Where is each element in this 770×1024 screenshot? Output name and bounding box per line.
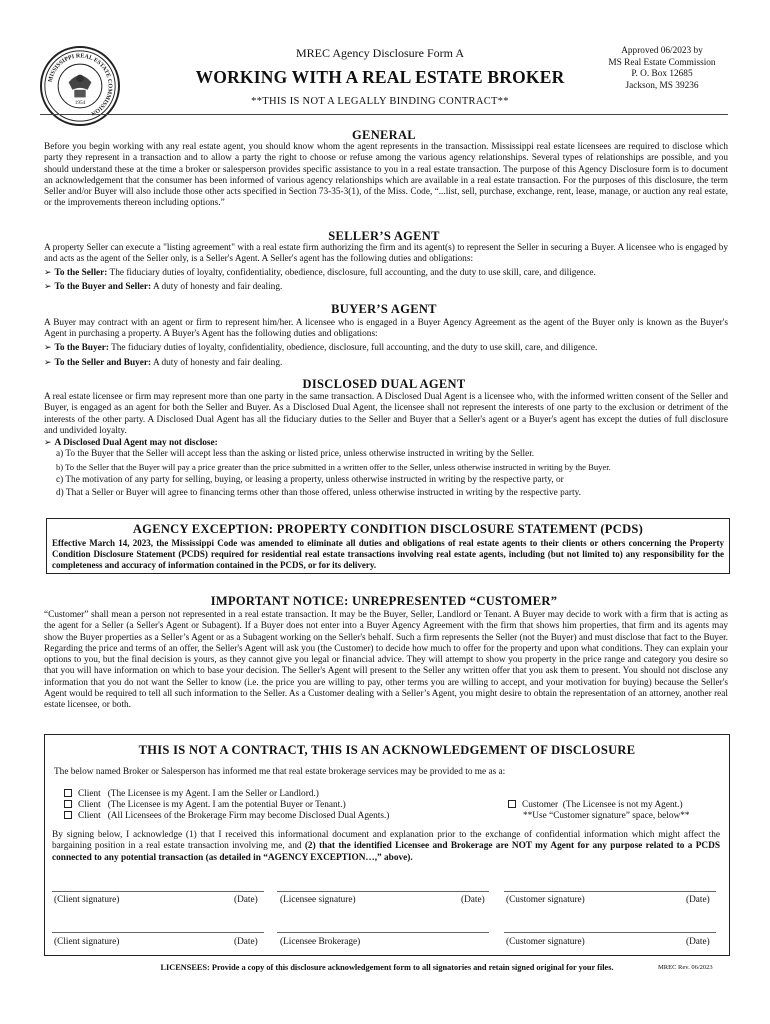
- general-heading: GENERAL: [352, 128, 416, 142]
- buyers-agent-duty-both: [44, 357, 734, 369]
- sellers-agent-heading: SELLER’S AGENT: [328, 229, 440, 243]
- sellers-agent-duty-seller: [44, 267, 734, 279]
- buyers-agent-heading: BUYER’S AGENT: [331, 302, 437, 316]
- client-signature-label: (Client signature): [54, 937, 120, 947]
- option-customer[interactable]: [508, 800, 728, 811]
- duty-text: The fiduciary duties of loyalty, confidentiality, obedience, disclosure, full accounting, and the duty to use skill, care, and diligence.: [108, 343, 598, 353]
- licensee-brokerage-line[interactable]: [277, 932, 489, 933]
- unrepresented-customer-text: “Customer” shall mean a person not represented in a real estate transaction. It may be the Buyer, Seller, Landlord or Tenant. A Buyer may decide to work with a firm that is acting as the agent for a Seller (a Seller's Agent or Subagent). If a Buyer does not enter into a Buyer Agency Agreement with the firm that shows him properties, that firm and its agents may show the Buyer properties as a Seller’s Agent or as a Subagent working on the Seller's behalf. Such a firm represents the Seller (not the Buyer) and must disclose that fact to the Buyer. Regarding the price and terms of an offer, the Seller's Agent will ask you (the Customer) to decide how much to offer for the property and upon what conditions. They can explain your options to you, but the final decision is yours, as they cannot give you legal or financial advice. They will attempt to show you property in the price range and category you desire so that you will have information on which to base your decision. The Seller's Agent will present to the Seller any written offer that you ask them to present. You should not disclose any information that you do not want the Seller to know (i.e. the price you are willing to pay, other terms you are willing to accept, and your motivation for buying) because the Seller's Agent would be required to tell all such information to the Seller. As a Customer dealing with a Seller’s Agent, you might desire to obtain the representation of an attorney, another real estate licensee, or both.: [44, 610, 728, 711]
- sellers-agent-text: A property Seller can execute a "listing agreement" with a real estate firm authorizing the firm and its agent(s) to represent the Seller in securing a Buyer. A licensee who is engaged by and acts as the agent of the Seller only, is a Seller's Agent. A Seller's agent has the following duties and obligations:: [44, 243, 728, 265]
- date-label: (Date): [686, 895, 710, 905]
- approved-line: Approved 06/2023 by: [621, 46, 703, 56]
- checkbox[interactable]: [64, 800, 72, 808]
- duty-label: To the Seller:: [54, 268, 108, 278]
- licensee-signature-line[interactable]: [277, 891, 489, 892]
- duty-label: To the Seller and Buyer:: [54, 358, 152, 368]
- customer-signature-line-2[interactable]: [504, 932, 716, 933]
- customer-signature-label: (Customer signature): [506, 937, 585, 947]
- revision-label: MREC Rev. 06/2023: [658, 964, 713, 971]
- customer-signature-label: (Customer signature): [506, 895, 585, 905]
- arrow-bullet-icon: ➢: [44, 342, 52, 352]
- client-signature-label: (Client signature): [54, 895, 120, 905]
- arrow-bullet-icon: ➢: [44, 281, 52, 291]
- commission-line: MS Real Estate Commission: [608, 57, 716, 68]
- duty-text: A duty of honesty and fair dealing.: [151, 282, 283, 292]
- duty-text: The fiduciary duties of loyalty, confidentiality, obedience, disclosure, full accounting, and the duty to use skill, care, and diligence.: [107, 268, 596, 278]
- checkbox[interactable]: [64, 811, 72, 819]
- date-label: (Date): [461, 895, 485, 905]
- duty-text: A duty of honesty and fair dealing.: [151, 358, 283, 368]
- option-label: Customer (The Licensee is not my Agent.): [522, 800, 683, 810]
- duty-label: To the Buyer and Seller:: [54, 282, 152, 292]
- svg-text:MISSISSIPPI REAL ESTATE COMMIS: MISSISSIPPI REAL ESTATE COMMISSION: [47, 53, 113, 117]
- dual-agent-item: d) That a Seller or Buyer will agree to financing terms other than those offered, unless otherwise instructed in writing by the respective party.: [56, 488, 581, 498]
- agency-exception-text: Effective March 14, 2023, the Mississippi Code was amended to eliminate all duties and obligations of real estate agents to their clients or others concerning the Property Condition Disclosure Statement (PCDS) required for residential real estate transactions involving real estate agents, including (but not limited to) any responsibility for the completeness and accuracy of information contained in the PCDS, or for its delivery.: [52, 538, 724, 570]
- dual-agent-item: a) To the Buyer that the Seller will accept less than the asking or listed price, unless otherwise instructed in writing by the Seller.: [56, 449, 535, 459]
- date-label: (Date): [686, 937, 710, 947]
- option-label: Client (The Licensee is my Agent. I am the potential Buyer or Tenant.): [78, 800, 346, 810]
- checkbox[interactable]: [508, 800, 516, 808]
- svg-text:1954: 1954: [74, 100, 86, 107]
- option-label: Client (The Licensee is my Agent. I am the Seller or Landlord.): [78, 789, 319, 799]
- unrepresented-customer-heading: IMPORTANT NOTICE: UNREPRESENTED “CUSTOMER”: [210, 594, 558, 608]
- commission-address: [602, 46, 722, 92]
- customer-signature-note: **Use “Customer signature” space, below**: [523, 811, 690, 821]
- checkbox[interactable]: [64, 789, 72, 797]
- not-binding-note: **THIS IS NOT A LEGALLY BINDING CONTRACT**: [251, 96, 509, 107]
- licensee-signature-label: (Licensee signature): [280, 895, 356, 905]
- licensee-brokerage-label: (Licensee Brokerage): [280, 937, 361, 947]
- client-signature-line-2[interactable]: [52, 932, 264, 933]
- date-label: (Date): [234, 895, 258, 905]
- dual-agent-item: c) The motivation of any party for selling, buying, or leasing a property, unless otherwise instructed in writing by the respective party, or: [56, 475, 564, 485]
- city-line: Jackson, MS 39236: [625, 80, 699, 91]
- dual-agent-item: b) To the Seller that the Buyer will pay a price greater than the price submitted in a written offer to the Seller, unless otherwise instructed in writing by the Buyer.: [56, 462, 611, 472]
- statement-part-2: (2) that the identified Licensee and Brokerage are NOT my Agent for any purpose related to a PCDS connected to any potential transaction (as detailed in “AGENCY EXCEPTION…,” above).: [52, 841, 721, 863]
- duty-label: To the Buyer:: [54, 343, 109, 353]
- dual-agent-may-not: [44, 437, 734, 449]
- general-text: Before you begin working with any real estate agent, you should know whom the agent represents in the transaction. Mississippi real estate licensees are required to disclose which party they represent in a transaction and to allow a party the right to choose or refuse among the various agency relationships. Several types of relationships are possible, and you should understand these at the time a broker or salesperson provides specific assistance to you in a real estate transaction. The purpose of this Agency Disclosure form is to document an acknowledgement that the consumer has been informed of various agency relationships which are available in a real estate transaction. For the purposes of this disclosure, the term Seller and/or Buyer will also include those other acts specified in Section 73-35-3(1), of the Miss. Code, “...list, sell, purchase, exchange, rent, lease, manage, or auction any real estate, or the improvements thereon including options.”: [44, 142, 728, 209]
- licensee-footer-note: LICENSEES: Provide a copy of this disclosure acknowledgement form to all signatories and retain signed original for your files.: [160, 963, 614, 972]
- option-label: Client (All Licensees of the Brokerage Firm may become Disclosed Dual Agents.): [78, 811, 390, 821]
- document-title: WORKING WITH A REAL ESTATE BROKER: [195, 67, 565, 87]
- header-divider: [40, 114, 728, 115]
- pobox-line: P. O. Box 12685: [631, 69, 693, 79]
- client-signature-line[interactable]: [52, 891, 264, 892]
- date-label: (Date): [234, 937, 258, 947]
- arrow-bullet-icon: ➢: [44, 357, 52, 367]
- customer-signature-line[interactable]: [504, 891, 716, 892]
- agency-exception-heading: AGENCY EXCEPTION: PROPERTY CONDITION DISCLOSURE STATEMENT (PCDS): [132, 522, 644, 536]
- acknowledgement-intro: The below named Broker or Salesperson has informed me that real estate brokerage services may be provided to me as a:: [54, 767, 506, 777]
- acknowledgement-heading: THIS IS NOT A CONTRACT, THIS IS AN ACKNOWLEDGEMENT OF DISCLOSURE: [138, 743, 636, 757]
- may-not-label: A Disclosed Dual Agent may not disclose:: [54, 438, 218, 448]
- buyers-agent-duty-buyer: [44, 342, 734, 354]
- option-client-seller[interactable]: [64, 789, 754, 800]
- dual-agent-heading: DISCLOSED DUAL AGENT: [302, 377, 466, 391]
- header: [160, 46, 600, 107]
- acknowledgement-statement: [52, 830, 720, 864]
- arrow-bullet-icon: ➢: [44, 267, 52, 277]
- form-name: MREC Agency Disclosure Form A: [296, 46, 464, 60]
- buyers-agent-text: A Buyer may contract with an agent or firm to represent him/her. A licensee who is engaged in a Buyer Agency Agreement as the agent of the Buyer only is known as the Buyer's Agent in purchasing a property. A Buyer's Agent has the following duties and obligations:: [44, 318, 728, 340]
- statement-part-1: By signing below, I acknowledge (1) that I received this informational document and explanation prior to the exchange of confidential information which might affect the bargaining position in a real estate transaction involving me, and: [52, 830, 720, 852]
- dual-agent-text: A real estate licensee or firm may represent more than one party in the same transaction. A Disclosed Dual Agent is a licensee who, with the informed written consent of the Seller and Buyer, is engaged as an agent for both the Seller and Buyer. As a Disclosed Dual Agent, the licensee shall not represent the interests of one party to the exclusion or detriment of the interests of the other party. A Disclosed Dual Agent has all the fiduciary duties to the Seller and Buyer that a Seller's agent or a Buyer's agent has except the duties of full disclosure and undivided loyalty.: [44, 392, 728, 436]
- sellers-agent-duty-both: [44, 281, 734, 293]
- arrow-bullet-icon: ➢: [44, 437, 52, 447]
